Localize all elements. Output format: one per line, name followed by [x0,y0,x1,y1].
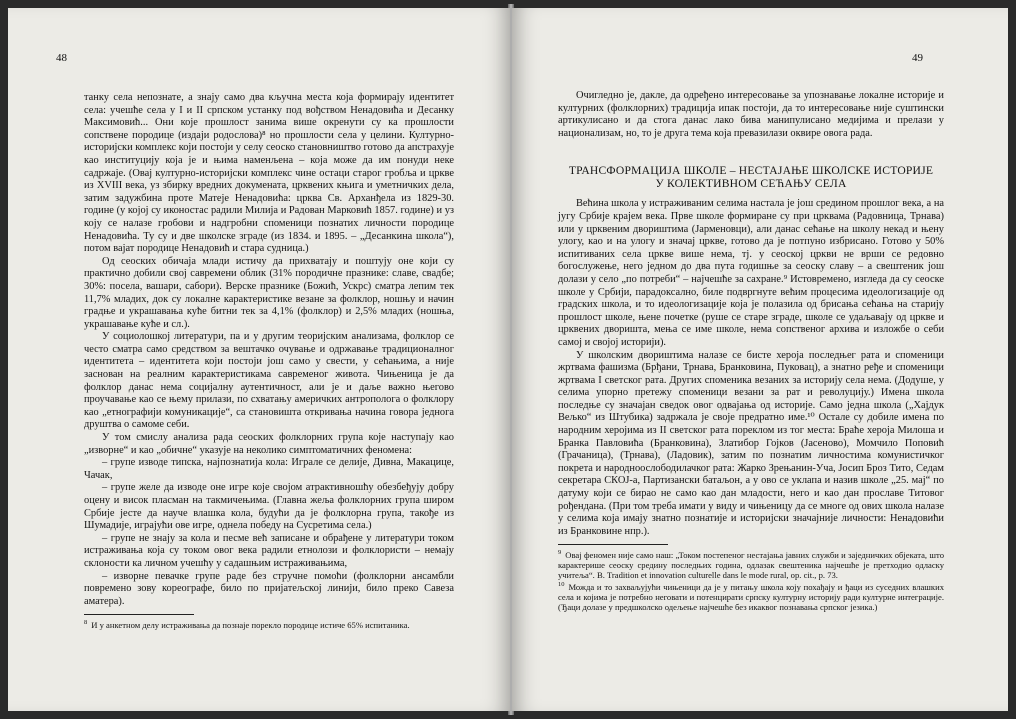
paragraph: танку села непознате, а знају само два кључна места која формирају идентитет села: учешће села у I и II српском устанку под вођством Ненадовића и Десанку Максимовић... Они које прошлост занима више окренути су ка прошлости сопствене породице (издаји родослова)⁸ но прошлости села у целини. Културно-историјски комплекс који постоји у селу сеоско становништво готово да апстрахује као институцију која је и њима наменљена – која може да им понуди неке садржаје. (Овај културно-историјски комплекс чине остаци старог гробља и цркве из XVIII века, уз збирку вредних докумената, црквених књига и уметничких дела, затим задужбина проте Матеје Ненадовића: црква Св. Арханђела из 1829-30. године (у којој су иконостас радили Милија и Радован Марковић 1857. године) и уз коју се налазе гробови и надгробни споменици познатих личности породице Ненадовића. Ту су и две школске зграде (из 1834. и 1895. – „Десанкина школа“), потом вајат породице Ненадовић и стара судница.) [84,92,454,255]
footnote [558,548,944,580]
left-page-body [84,92,454,630]
footnote-mark: 8 [84,619,88,627]
page-number: 48 [56,52,67,64]
footnote-rule [84,614,194,615]
footnote-rule [558,544,668,545]
paragraph: Од сеоских обичаја млади истичу да прихватају и поштују оне који су практично добили свој савремени облик (31% породичне празнике: славе, свадбе; 30%: посела, вашари, сабори). Верске празнике (Божић, Ускрс) сматра лепим тек 11,7% младих, док су локалне карактеристике везане за фолклор, ношњу и начин градње и украшавања куће битни тек за 4,1% (фолклор) и 2,5% младих (ношња, украшавање куће и сл.). [84,255,454,330]
paragraph: У том смислу анализа рада сеоских фолклорних група које наступају као „изворне“ и као „обичне“ указује на неколико симптоматичних феномена: [84,432,454,456]
list-item: – групе изводе типска, најпознатија кола: Играле се делије, Дивна, Макацице, Чачак, [84,457,454,481]
heading-line: У КОЛЕКТИВНОМ СЕЋАЊУ СЕЛА [655,177,847,191]
footnote-text: Можда и то захваљујући чињеници да је у питању школа коју похађају и ђаци из суседних влашких села и којима је потребно неговати и потенцирати српску културну историју ради културне интеграције. (Ђаци долазе у предшколско одељење најчешће без икаквог познавања српског језика.) [558,582,944,613]
list-item: – групе не знају за кола и песме већ записане и обрађене у литератури током истраживања која су током овог века радили етнолози и фолклористи – немају склоности ка личном учешћу у садашњим истраживањима, [84,532,454,569]
footnote-mark: 10 [558,581,565,589]
list-item: – групе желе да изводе оне игре које својом атрактивношћу обезбеђују добру оцену и висок пласман на такмичењима. (Главна жеља фолклорних група широм Србије јесте да науче влашка кола, будући да је фолклорна група, такође из Шумадије, играјући ове игре, однела победу на Сусретима села.) [84,482,454,532]
page-number: 49 [912,52,923,64]
footnote-text: И у анкетном делу истраживања да познаје порекло породице истиче 65% испитаника. [91,620,410,631]
footnote [84,618,454,630]
footnote-text: Овај феномен није само наш: „Током постепеног нестајања јавних служби и заједничких објеката, што карактерише сеоску средину последњих година, одлазак свештеника најчешће је претходио одласку учитеља“. В. Tradition et innovation culturelle dans le mode rural, op. cit., p. 73. [558,550,944,581]
footnote [558,580,944,612]
footnote-mark: 9 [558,549,562,557]
paragraph: У школским двориштима налазе се бисте хероја последњег рата и споменици жртвама фашизма (Брђани, Трнава, Бранковина, Пуковац), а знатно ређе и споменици жртвама I светског рата. Других споменика везаних за историју села нема. (Додуше, у селима упорно претежу споменици везани за рат и револуцију.) Имена школа последње су значајан сведок овог одвајања од историје. Само једна школа („Хајдук Вељко“ из Штубика) задржала је своје предратно име.¹⁰ Остале су добиле имена по народним херојима из II светског рата пореклом из тог места: Браће хероја Милоша и Бранка Павловића (Бранковина), Златибор Гојков (Јасеново), Момчило Поповић (Грачаница), (Трнава), (Ладовик), затим по познатим личностима комунистичког покрета и народноослободилачког рата: Жарко Зрењанин-Уча, Јосип Броз Тито, Седам секретара СКОЈ-а, Партизански батаљон, а у ово се уклапа и назив школе „25. мај“ по датуму који се бирао не само као дан младости, него и као дан прославе Титовог рођендана. (При том треба имати у виду и чињеницу да се многе од ових школа налазе у селима која имају знатно познатије и историјски значајније личности: Ненадовићи из Бранковине нпр.). [558,349,944,537]
paragraph: Већина школа у истраживаним селима настала је још средином прошлог века, а на југу Србије крајем века. Прве школе формиране су при црквама (Радовница, Трнава) или у црквеним двориштима (Јарменовци), али данас сећање на школу некад и њену улогу, као и на улогу и значај цркве, готово да је потпуно избрисано. Готово у 50% испитиваних села цркве више нема, тј. у сеоској цркви не врши се редовно богослужење, него једном до два пута годишње за сеоску славу – а свештеник још долази у село „по потреби“ – најчешће за сахране.⁹ Истовремено, изгледа да су сеоске школе у Србији, парадоксално, биле подвргнуте већим процесима идеологизације од градских школа, и то идеологизације која је полазила од брисања сећања на старију прошлост школе, њене почетке (руше се старе зграде, школе се удаљавају од цркве и црквених дворишта, мења се име школе, нема сопственог архива и изложбе о себи самој и својој историји). [558,198,944,348]
paragraph: У социолошкој литератури, па и у другим теоријским анализама, фолклор се често сматра само средством за вештачко очување и одржавање традиционалног идентитета – идентитета који постоји још само у свести, у сећањима, а није заснован на реалним карактеристикама савременог живота. Чињеница је да фолклор данас нема социјалну аутентичност, али је и даље важно његово проучавање као се њему прилази, по схватању америчких антрополога о фолклору као „етнографији комуникације“, са становишта откривања начина говора једнога друштва о самоме себи. [84,331,454,431]
right-page-body [558,90,944,612]
heading-line: ТРАНСФОРМАЦИЈА ШКОЛЕ – НЕСТАЈАЊЕ ШКОЛСКЕ ИСТОРИЈЕ [568,164,934,178]
list-item: – изворне певачке групе раде без стручне помоћи (фолклорни ансамбли повремено зову кореографе, било по пријатељској линији, било преко Савеза аматера). [84,570,454,607]
section-heading [558,164,944,190]
paragraph: Очигледно је, дакле, да одређено интересовање за упознавање локалне историје и културних (фолклорних) традиција ипак постоји, да то интересовање није суштински артикулисано и да стога данас лако бива манипулисано медијима и прелази у национализам, но, то је друга тема која превазилази оквире овога рада. [558,90,944,139]
